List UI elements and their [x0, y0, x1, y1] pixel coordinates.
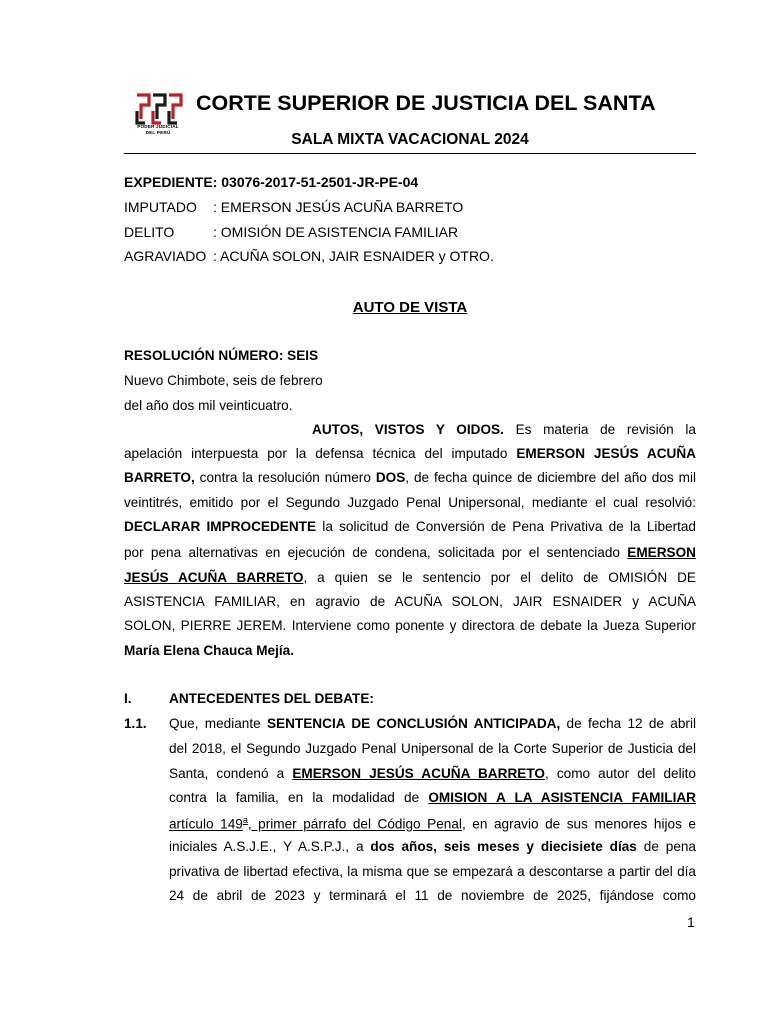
- imputado-label: IMPUTADO: [124, 199, 197, 215]
- item-line: contra la familia, en la modalidad de OMISION A LA ASISTENCIA FAMILIAR: [169, 790, 696, 805]
- item-line: artículo 149$^a$, primer párrafo del Código Penal, en agravio de sus menores hijos e: [169, 815, 696, 832]
- delito-line: [124, 224, 458, 240]
- expediente-line: EXPEDIENTE: 03076-2017-51-2501-JR-PE-04: [124, 174, 419, 190]
- body-line: DECLARAR IMPROCEDENTE la solicitud de Conversión de Pena Privativa de la Libertad: [124, 519, 696, 534]
- body-line: ASISTENCIA FAMILIAR, en agravio de ACUÑA SOLON, JAIR ESNAIDER y ACUÑA: [124, 594, 696, 609]
- body-line: por pena alternativas en ejecución de condena, solicitada por el sentenciado EMERSON: [124, 545, 696, 560]
- agraviado-line: [124, 248, 494, 264]
- section-number: I.: [124, 691, 132, 706]
- body-line: BARRETO, contra la resolución número DOS, de fecha quince de diciembre del año dos mil: [124, 470, 696, 485]
- item-line: Santa, condenó a EMERSON JESÚS ACUÑA BARRETO, como autor del delito: [169, 766, 696, 781]
- agraviado-label: AGRAVIADO: [124, 248, 207, 264]
- body-line: apelación interpuesta por la defensa técnica del imputado EMERSON JESÚS ACUÑA: [124, 446, 696, 461]
- place-date-line-2: del año dos mil veinticuatro.: [124, 398, 293, 413]
- header-divider: [124, 153, 696, 154]
- logo-caption: PODER JUDICIAL DEL PERÚ: [137, 124, 179, 135]
- imputado-line: [124, 199, 463, 215]
- resolution-number: RESOLUCIÓN NÚMERO: SEIS: [124, 348, 319, 363]
- agraviado-value: : ACUÑA SOLON, JAIR ESNAIDER y OTRO.: [213, 248, 494, 264]
- sala-title: SALA MIXTA VACACIONAL 2024: [291, 131, 529, 148]
- court-title: CORTE SUPERIOR DE JUSTICIA DEL SANTA: [196, 91, 656, 115]
- delito-label: DELITO: [124, 224, 175, 240]
- item-line: iniciales A.S.J.E., Y A.S.P.J., a dos años, seis meses y diecisiete días de pena: [169, 839, 696, 854]
- item-line: privativa de libertad efectiva, la misma que se empezará a descontarse a partir del día: [169, 864, 696, 879]
- place-date-line-1: Nuevo Chimbote, seis de febrero: [124, 373, 323, 388]
- page-number: 1: [687, 914, 695, 930]
- section-title: ANTECEDENTES DEL DEBATE:: [169, 691, 374, 706]
- delito-value: : OMISIÓN DE ASISTENCIA FAMILIAR: [213, 224, 459, 240]
- imputado-value: : EMERSON JESÚS ACUÑA BARRETO: [213, 199, 464, 215]
- item-number: 1.1.: [124, 716, 147, 731]
- body-line: JESÚS ACUÑA BARRETO, a quien se le sentencio por el delito de OMISIÓN DE: [124, 570, 696, 585]
- item-line: Que, mediante SENTENCIA DE CONCLUSIÓN ANTICIPADA, de fecha 12 de abril: [169, 716, 696, 731]
- body-line: veintitrés, emitido por el Segundo Juzgado Penal Unipersonal, mediante el cual resolvió:: [124, 495, 696, 510]
- item-line: 24 de abril de 2023 y terminará el 11 de noviembre de 2025, fijándose como: [169, 888, 696, 903]
- body-line: AUTOS, VISTOS Y OIDOS. Es materia de revisión la: [312, 422, 696, 437]
- body-line: SOLON, PIERRE JEREM. Interviene como ponente y directora de debate la Jueza Superior: [124, 618, 696, 633]
- document-title: AUTO DE VISTA: [352, 299, 468, 316]
- body-line-last: María Elena Chauca Mejía.: [124, 643, 294, 658]
- item-line: del 2018, el Segundo Juzgado Penal Unipersonal de la Corte Superior de Justicia del: [169, 741, 696, 756]
